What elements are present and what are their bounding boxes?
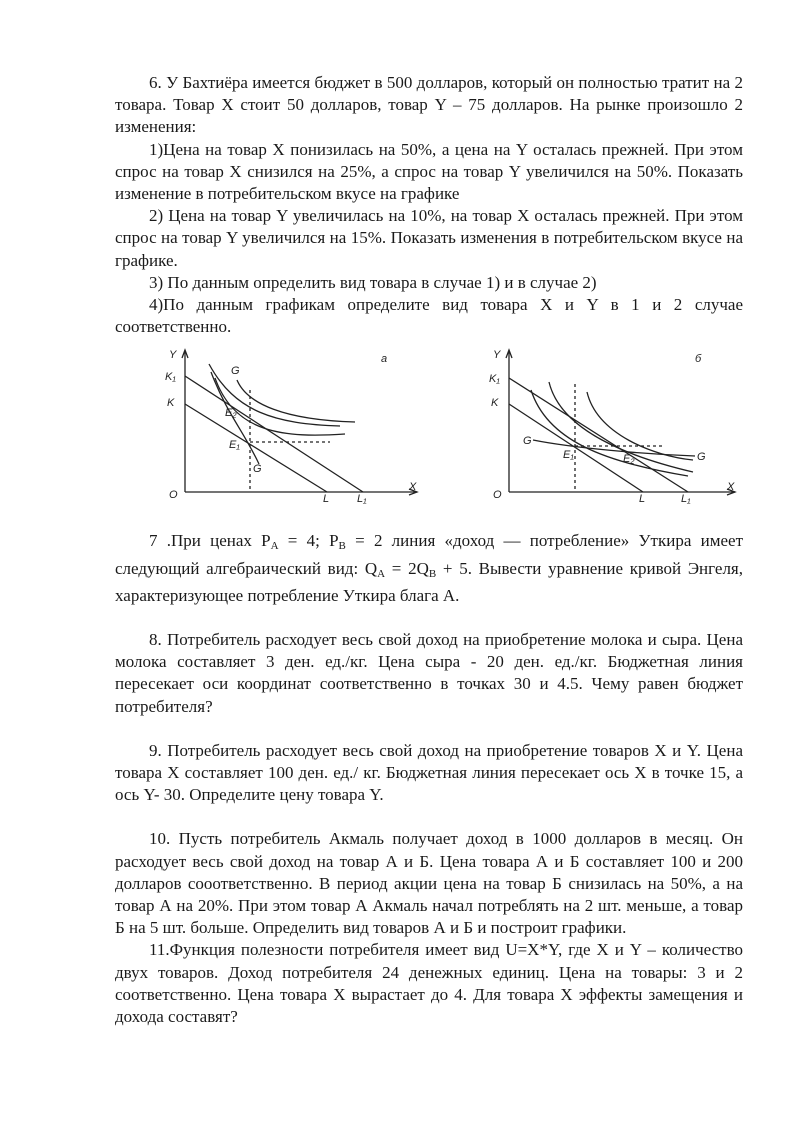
q6-item-1: 1)Цена на товар X понизилась на 50%, а цена на Y осталась прежней. При этом спрос на товар X снизился на 25%, а спрос на товар Y увеличился на 50%. Показать изменение в потребительском вкусе на графике xyxy=(115,139,743,204)
origin-label: O xyxy=(169,489,178,502)
q6-item-4: 4)По данным графикам определите вид товара X и Y в 1 и 2 случае соответственно. xyxy=(115,295,743,337)
panel-label: б xyxy=(695,353,702,366)
g-right-label: G xyxy=(697,451,706,464)
indifference-curve-upper xyxy=(237,380,355,422)
k1-label: K₁ xyxy=(489,373,500,386)
figure-row xyxy=(115,344,743,506)
g-bottom-label: G xyxy=(253,463,262,476)
indifference-curve-lower xyxy=(531,390,688,476)
g-left-label: G xyxy=(523,435,532,448)
q6-item-2: 2) Цена на товар Y увеличилась на 10%, на товар X осталась прежней. При этом спрос на товар Y увеличился на 15%. Показать изменения в потребительском вкусе на графике. xyxy=(115,206,743,270)
axis-x-label: X xyxy=(409,481,417,494)
figure-a-graph xyxy=(155,344,425,504)
q10: 10. Пусть потребитель Акмаль получает доход в 1000 долларов в месяц. Он расходует весь свой доход на товар А и Б. Цена товара А и Б составляет 100 и 200 долларов сооответственно. В период акции цена на товар Б снизилась на 50%, а на товар А на 20%. При этом товар А Акмаль начал потреблять на 2 шт. меньше, а товар Б на 5 шт. больше. Определить вид товаров А и Б и построит графики. xyxy=(115,829,743,938)
curve-g-g xyxy=(533,440,695,456)
q9: 9. Потребитель расходует весь свой доход на приобретение товаров X и Y. Цена товара X составляет 100 ден. ед./ кг. Бюджетная линия пересекает ось X в точке 15, а ось Y- 30. Определите цену товара Y. xyxy=(115,740,743,805)
l1-label: L₁ xyxy=(681,493,691,505)
g-top-label: G xyxy=(231,365,240,378)
l-label: L xyxy=(639,493,646,505)
axis-x-label: X xyxy=(727,481,735,494)
k-label: K xyxy=(167,397,175,410)
k-label: K xyxy=(491,397,499,410)
budget-line-k-l xyxy=(509,404,643,492)
q7: 7 .При ценах $P_A = 4$; $P_B = 2$ линия «доход — потребление» Уткира имеет следующий алгебраический вид: $Q_A = 2Q_B + 5$. Вывести уравнение кривой Энгеля, характеризующее потребление Уткира блага А. xyxy=(115,531,744,605)
panel-label: а xyxy=(381,353,388,366)
k1-label: K₁ xyxy=(165,371,176,384)
budget-line-k1-l1 xyxy=(509,378,688,492)
e2-label: E₂ xyxy=(623,453,635,466)
e2-label: E₂ xyxy=(225,407,237,420)
figure-a xyxy=(155,344,425,504)
q6-item-3: 3) По данным определить вид товара в случае 1) и в случае 2) xyxy=(149,272,597,292)
document-page xyxy=(115,72,743,1028)
figure-b-graph xyxy=(483,344,743,504)
l1-label: L₁ xyxy=(357,493,367,505)
axis-y-label: Y xyxy=(169,349,177,362)
q8: 8. Потребитель расходует весь свой доход на приобретение молока и сыра. Цена молока составляет 3 ден. ед./кг. Цена сыра - 20 ден. ед./кг. Бюджетная линия пересекает оси координат соответственно в точках 30 и 4.5. Чему равен бюджет потребителя? xyxy=(115,630,743,716)
q6-intro: 6. У Бахтиёра имеется бюджет в 500 долларов, который он полностью тратит на 2 товара. Товар X стоит 50 долларов, товар Y – 75 долларов. На рынке произошло 2 изменения: xyxy=(115,73,743,137)
q11: 11.Функция полезности потребителя имеет вид U=X*Y, где X и Y – количество двух товаров. Доход потребителя 24 денежных единиц. Цена на товары: 3 и 2 соответственно. Цена товара X вырастает до 4. Для товара X эффекты замещения и дохода составят? xyxy=(115,940,743,1027)
axis-y-label: Y xyxy=(493,349,501,362)
figure-b xyxy=(483,344,743,504)
e1-label: E₁ xyxy=(563,449,574,462)
e1-label: E₁ xyxy=(229,439,240,452)
l-label: L xyxy=(323,493,330,505)
origin-label: O xyxy=(493,489,502,502)
